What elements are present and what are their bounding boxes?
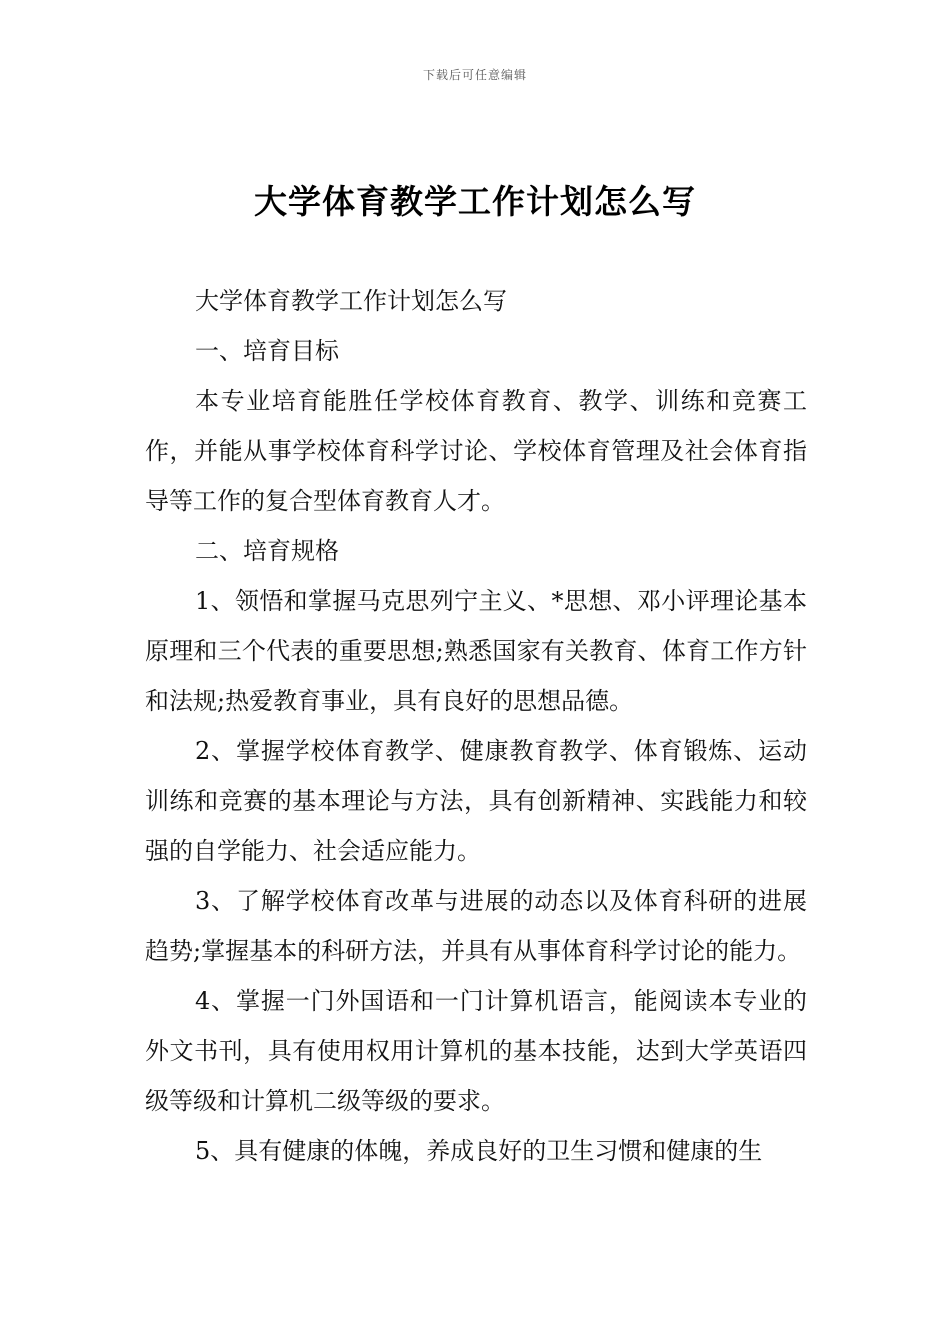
list-item: 1、领悟和掌握马克思列宁主义、*思想、邓小评理论基本原理和三个代表的重要思想;熟悉国家有关教育、体育工作方针和法规;热爱教育事业，具有良好的思想品德。: [145, 587, 807, 715]
paragraph-subtitle: 大学体育教学工作计划怎么写: [195, 287, 507, 315]
list-item: 3、了解学校体育改革与进展的动态以及体育科研的进展趋势;掌握基本的科研方法，并具有从事体育科学讨论的能力。: [145, 887, 807, 965]
document-body: [145, 276, 807, 1176]
list-item: 5、具有健康的体魄，养成良好的卫生习惯和健康的生: [195, 1137, 763, 1165]
section-heading-specs: 二、培育规格: [195, 537, 339, 565]
header-note: 下载后可任意编辑: [422, 68, 527, 82]
paragraph: 本专业培育能胜任学校体育教育、教学、训练和竞赛工作，并能从事学校体育科学讨论、学校体育管理及社会体育指导等工作的复合型体育教育人才。: [145, 387, 807, 515]
section-heading-goals: 一、培育目标: [195, 337, 339, 365]
page-title: 大学体育教学工作计划怎么写: [254, 182, 696, 221]
list-item: 4、掌握一门外国语和一门计算机语言，能阅读本专业的外文书刊，具有使用权用计算机的基本技能，达到大学英语四级等级和计算机二级等级的要求。: [145, 987, 807, 1115]
list-item: 2、掌握学校体育教学、健康教育教学、体育锻炼、运动训练和竞赛的基本理论与方法，具有创新精神、实践能力和较强的自学能力、社会适应能力。: [145, 737, 807, 865]
